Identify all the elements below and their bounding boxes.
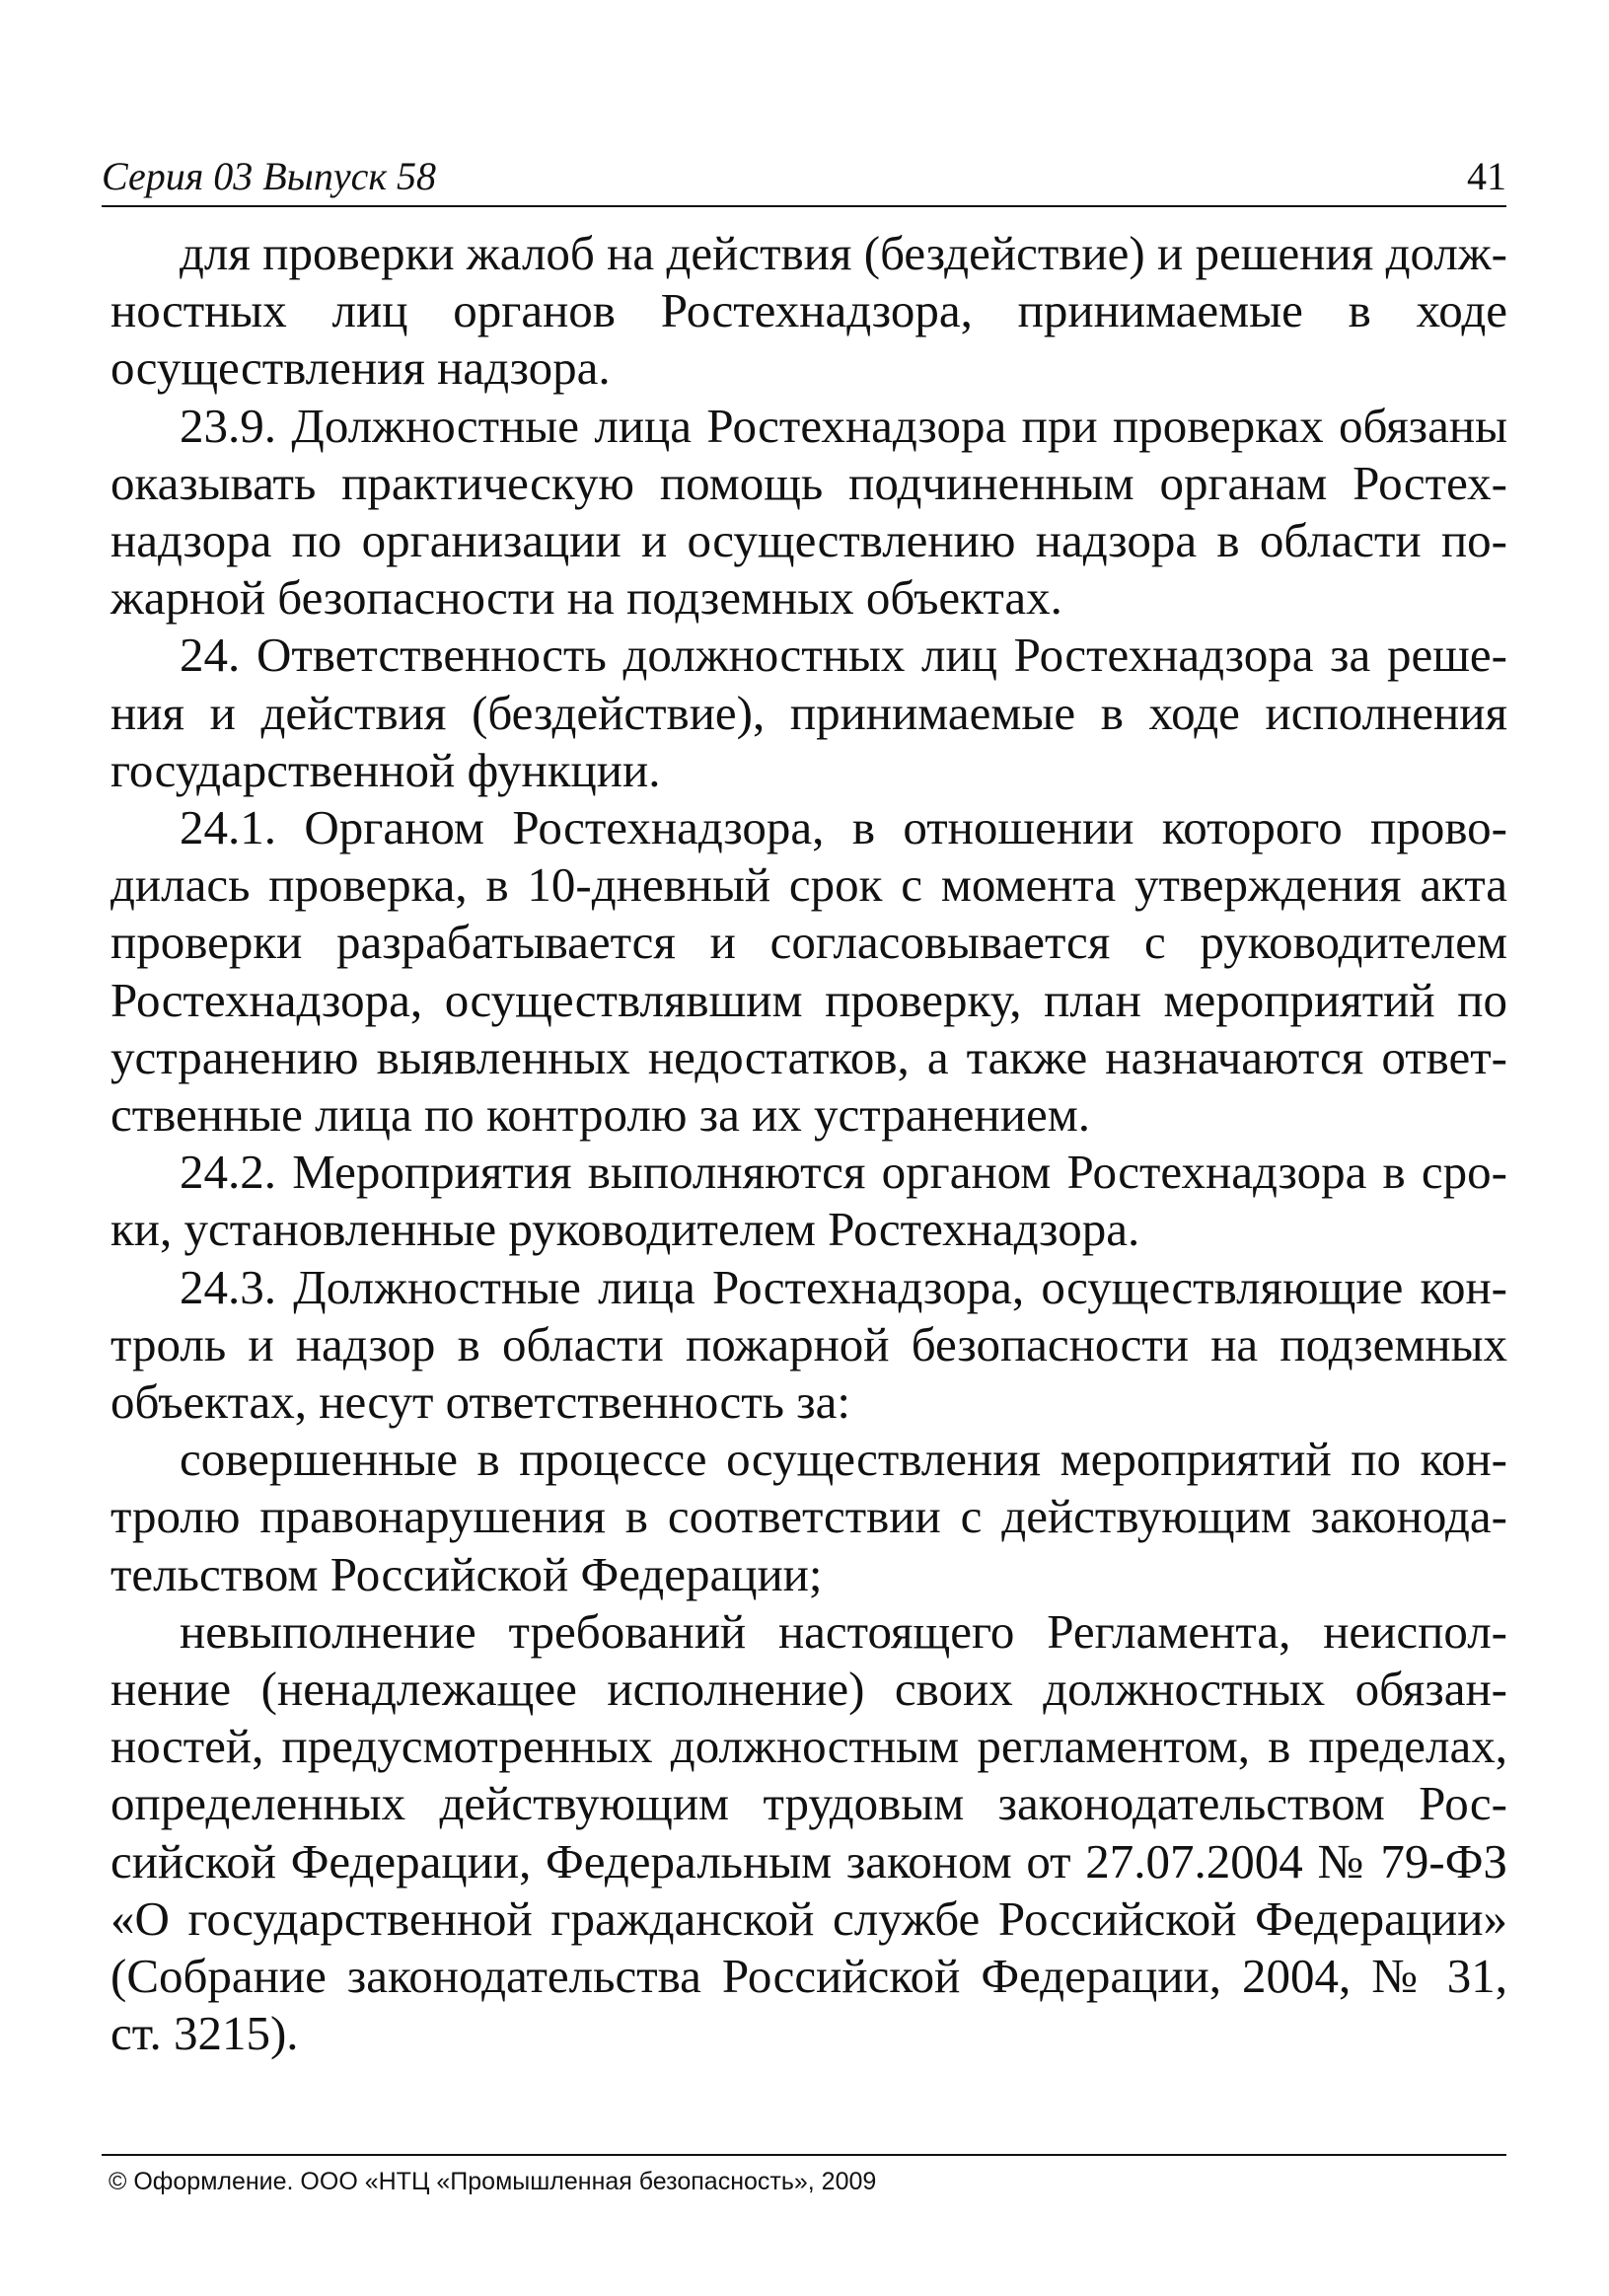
paragraph-non-compliance: невыполнение требований настоящего Регламента, неисполнение (ненадлежащее исполнение) своих должностных обязанностей, предусмотренных должностным регламентом, в пределах, определенных действующим трудовым законодательством Российской Федерации, Федеральным законом от 27.07.2004 № 79-ФЗ «О государственной гражданской службе Российской Федерации» (Собрание законодательства Российской Федерации, 2004, № 31, ст. 3215). (110, 1603, 1507, 2061)
running-header (102, 148, 1506, 207)
paragraph-23-9: 23.9. Должностные лица Ростехнадзора при проверках обязаны оказывать практическую помощь подчиненным органам Ростехнадзора по организации и осуществлению надзора в области пожарной безопасности на подземных объектах. (110, 398, 1507, 626)
paragraph-24: 24. Ответственность должностных лиц Ростехнадзора за решения и действия (бездействие), принимаемые в ходе исполнения государственной функции. (110, 628, 1507, 797)
paragraph-complaints-review: для проверки жалоб на действия (бездействие) и решения должностных лиц органов Ростехнадзора, принимаемые в ходе осуществления надзора. (110, 226, 1507, 396)
header-page-number: 41 (1467, 154, 1506, 198)
paragraph-24-1: 24.1. Органом Ростехнадзора, в отношении которого проводилась проверка, в 10-дневный срок с момента утверждения акта проверки разрабатывается и согласовывается с руководителем Ростехнадзора, осуществлявшим проверку, план мероприятий по устранению выявленных недостатков, а также назначаются ответственные лица по контролю за их устранением. (110, 800, 1507, 1143)
paragraph-offenses: совершенные в процессе осуществления мероприятий по контролю правонарушения в соответствии с действующим законодательством Российской Федерации; (110, 1432, 1507, 1601)
footer-copyright: © Оформление. ООО «НТЦ «Промышленная безопасность», 2009 (109, 2168, 877, 2195)
body-text (110, 225, 1507, 2063)
footer-divider (102, 2154, 1506, 2156)
header-series-title: Серия 03 Выпуск 58 (102, 154, 437, 198)
paragraph-24-2: 24.2. Мероприятия выполняются органом Ростехнадзора в сроки, установленные руководителем Ростехнадзора. (110, 1145, 1507, 1257)
paragraph-24-3: 24.3. Должностные лица Ростехнадзора, осуществляющие контроль и надзор в области пожарной безопасности на подземных объектах, несут ответственность за: (110, 1259, 1507, 1430)
